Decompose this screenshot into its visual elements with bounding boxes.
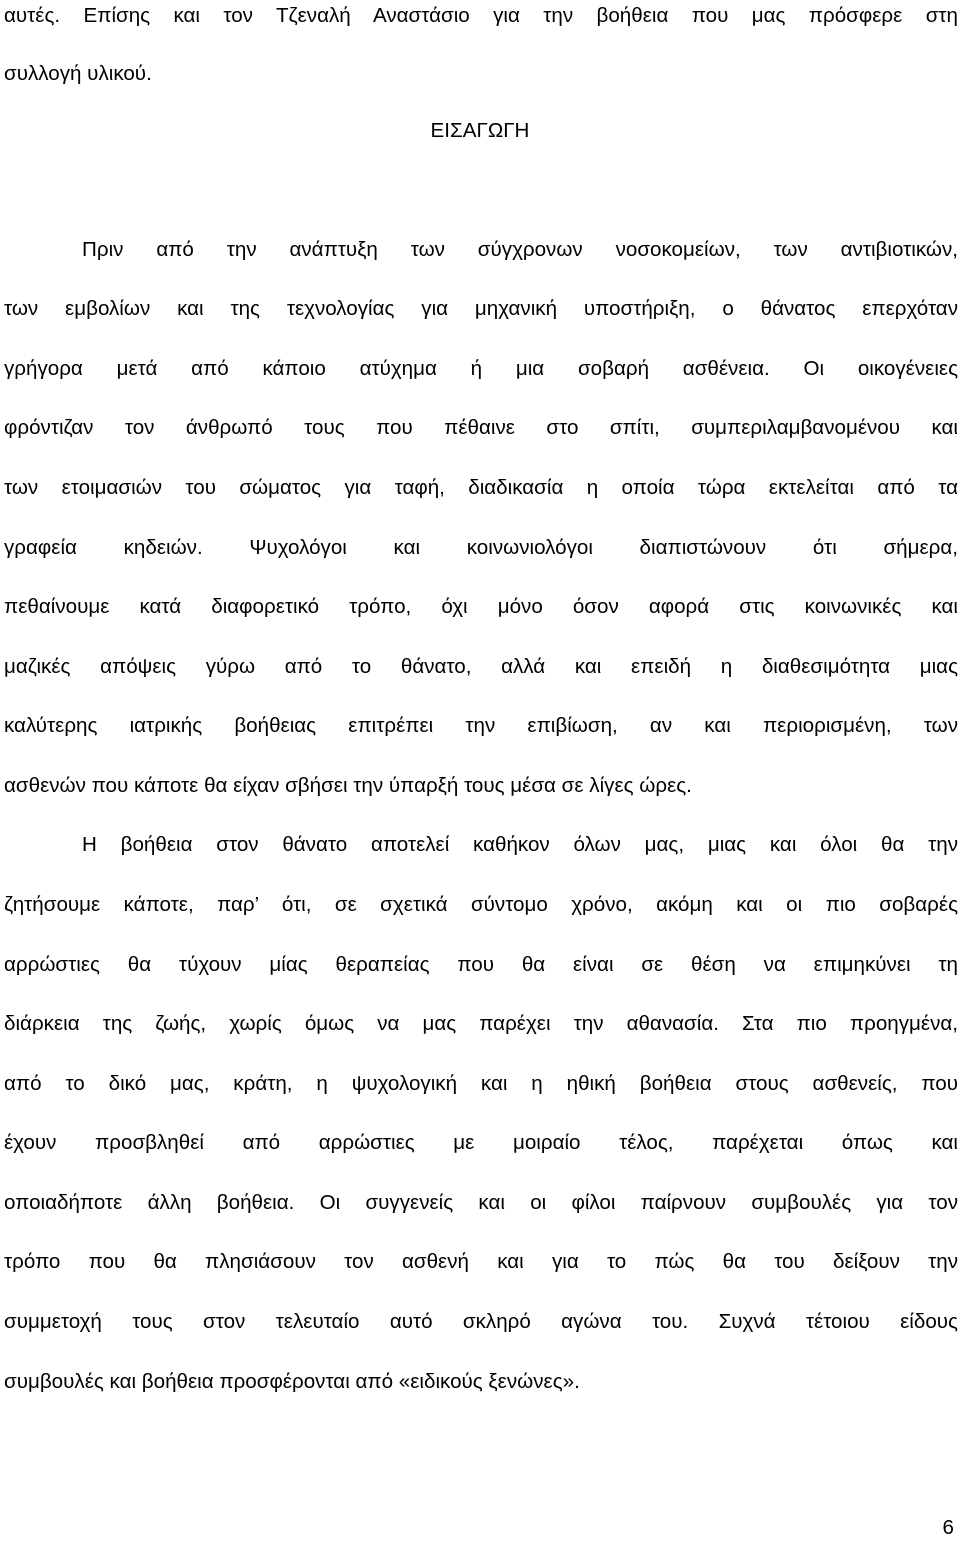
paragraph-line: Η βοήθεια στον θάνατο αποτελεί καθήκον όλων μας, μιας και όλοι θα την <box>82 833 958 856</box>
paragraph-line: συμβουλές και βοήθεια προσφέρονται από «ειδικούς ξενώνες». <box>4 1370 580 1393</box>
paragraph-line: φρόντιζαν τον άνθρωπό τους που πέθαινε στο σπίτι, συμπεριλαμβανομένου και <box>4 416 958 439</box>
paragraph-line: γραφεία κηδειών. Ψυχολόγοι και κοινωνιολόγοι διαπιστώνουν ότι σήμερα, <box>4 536 958 559</box>
section-heading: ΕΙΣΑΓΩΓΗ <box>430 119 530 142</box>
paragraph-line: ζητήσουμε κάποτε, παρ’ ότι, σε σχετικά σύντομο χρόνο, ακόμη και οι πιο σοβαρές <box>4 893 958 916</box>
intro-line: συλλογή υλικού. <box>4 62 152 85</box>
paragraph-line: γρήγορα μετά από κάποιο ατύχημα ή μια σοβαρή ασθένεια. Οι οικογένειες <box>4 357 958 380</box>
paragraph-line: καλύτερης ιατρικής βοήθειας επιτρέπει την επιβίωση, αν και περιορισμένη, των <box>4 714 958 737</box>
paragraph-line: διάρκεια της ζωής, χωρίς όμως να μας παρέχει την αθανασία. Στα πιο προηγμένα, <box>4 1012 958 1035</box>
paragraph-line: Πριν από την ανάπτυξη των σύγχρονων νοσοκομείων, των αντιβιοτικών, <box>82 238 958 261</box>
page-number: 6 <box>942 1516 954 1539</box>
paragraph-line: συμμετοχή τους στον τελευταίο αυτό σκληρό αγώνα του. Συχνά τέτοιου είδους <box>4 1310 958 1333</box>
paragraph-line: πεθαίνουμε κατά διαφορετικό τρόπο, όχι μόνο όσον αφορά στις κοινωνικές και <box>4 595 958 618</box>
intro-line: αυτές. Επίσης και τον Τζεναλή Αναστάσιο για την βοήθεια που μας πρόσφερε στη <box>4 4 958 27</box>
paragraph-line: μαζικές απόψεις γύρω από το θάνατο, αλλά και επειδή η διαθεσιμότητα μιας <box>4 655 958 678</box>
paragraph-line: των ετοιμασιών του σώματος για ταφή, διαδικασία η οποία τώρα εκτελείται από τα <box>4 476 958 499</box>
paragraph-line: από το δικό μας, κράτη, η ψυχολογική και η ηθική βοήθεια στους ασθενείς, που <box>4 1072 958 1095</box>
paragraph-line: αρρώστιες θα τύχουν μίας θεραπείας που θα είναι σε θέση να επιμηκύνει τη <box>4 953 958 976</box>
paragraph-line: έχουν προσβληθεί από αρρώστιες με μοιραίο τέλος, παρέχεται όπως και <box>4 1131 958 1154</box>
paragraph-line: των εμβολίων και της τεχνολογίας για μηχανική υποστήριξη, ο θάνατος επερχόταν <box>4 297 958 320</box>
paragraph-line: τρόπο που θα πλησιάσουν τον ασθενή και για το πώς θα του δείξουν την <box>4 1250 958 1273</box>
paragraph-line: ασθενών που κάποτε θα είχαν σβήσει την ύπαρξή τους μέσα σε λίγες ώρες. <box>4 774 692 797</box>
paragraph-line: οποιαδήποτε άλλη βοήθεια. Οι συγγενείς και οι φίλοι παίρνουν συμβουλές για τον <box>4 1191 958 1214</box>
